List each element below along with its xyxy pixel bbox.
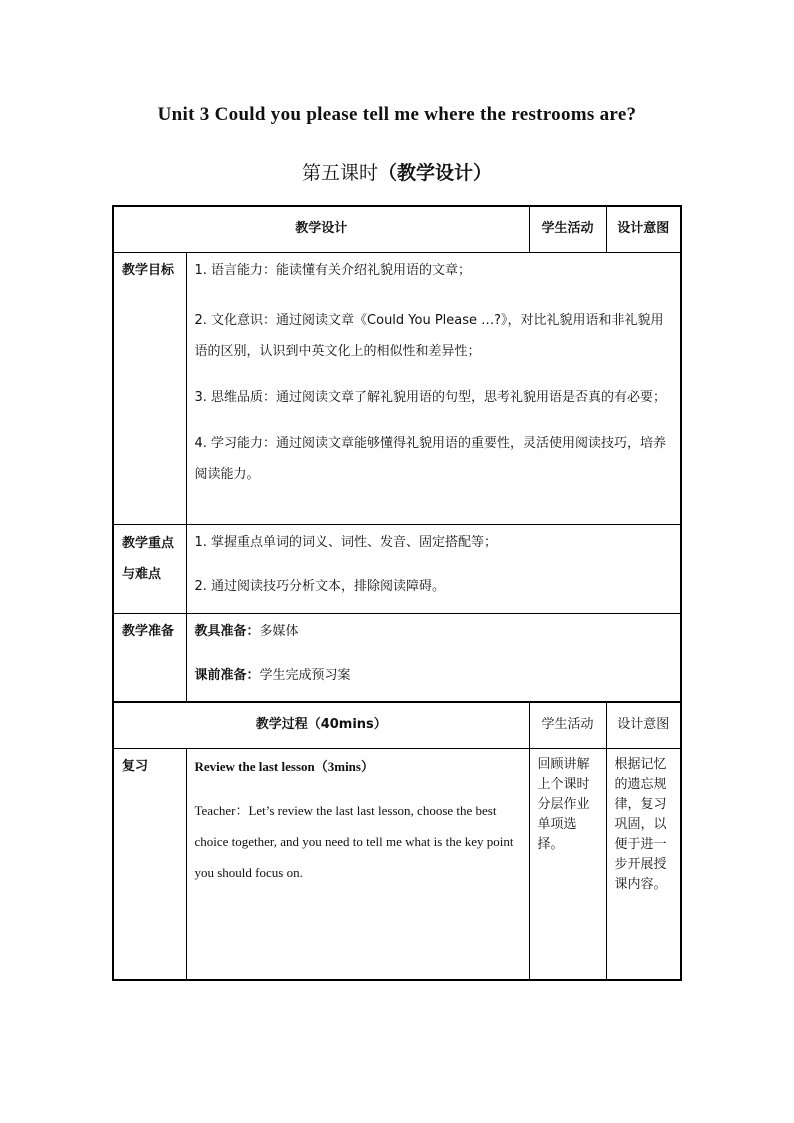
process-header-cell: 教学过程（40mins） [113, 702, 529, 748]
student-activity-cell: 回顾讲解上个课时分层作业单项选择。 [529, 748, 606, 980]
pre-class-label: 课前准备： [194, 667, 260, 683]
focus-label: 教学重点与难点 [113, 524, 186, 613]
focus-content [186, 524, 681, 613]
process-header-row [113, 702, 681, 748]
tools-line [195, 622, 673, 642]
design-intent-header: 设计意图 [606, 206, 681, 252]
goal-item: 4. 学习能力：通过阅读文章能够懂得礼貌用语的重要性，灵活使用阅读技巧，培养阅读能力。 [194, 435, 667, 482]
prep-label: 教学准备 [113, 613, 186, 702]
teacher-instruction: Teacher：Let’s review the last last lesson, choose the best choice together, and you need to tell me what is the key point you should focus on. [194, 802, 514, 880]
prep-content [186, 613, 681, 702]
focus-item: 1. 掌握重点单词的词义、词性、发音、固定搭配等； [194, 534, 498, 550]
prep-row [113, 613, 681, 702]
goals-row [113, 252, 681, 524]
lesson-plan-table [112, 205, 682, 981]
lesson-number: 第五课时 [301, 162, 378, 184]
process-student-activity-header: 学生活动 [529, 702, 606, 748]
review-row [113, 748, 681, 980]
pre-class-line [195, 666, 673, 686]
tools-label: 教具准备： [194, 623, 260, 639]
tools-value: 多媒体 [259, 623, 299, 639]
focus-row [113, 524, 681, 613]
design-header-cell: 教学设计 [113, 206, 529, 252]
document-title-chinese [0, 158, 794, 185]
student-activity-header: 学生活动 [529, 206, 606, 252]
design-intent-cell: 根据记忆的遗忘规律，复习巩固，以便于进一步开展授课内容。 [606, 748, 681, 980]
goal-item: 1. 语言能力：能读懂有关介绍礼貌用语的文章； [194, 262, 472, 278]
review-heading: Review the last lesson（3mins） [194, 758, 374, 774]
pre-class-value: 学生完成预习案 [259, 667, 351, 683]
review-label: 复习 [113, 748, 186, 980]
lesson-type: （教学设计） [378, 162, 493, 184]
goal-item: 2. 文化意识：通过阅读文章《Could You Please …?》，对比礼貌用语和非礼貌用语的区别，认识到中英文化上的相似性和差异性； [194, 312, 664, 359]
goal-item: 3. 思维品质：通过阅读文章了解礼貌用语的句型，思考礼貌用语是否真的有必要； [194, 389, 667, 405]
goals-content [186, 252, 681, 524]
process-design-intent-header: 设计意图 [606, 702, 681, 748]
design-header-row [113, 206, 681, 252]
review-content [186, 748, 529, 980]
goals-label: 教学目标 [113, 252, 186, 524]
document-title-english: Unit 3 Could you please tell me where the restrooms are? [157, 104, 637, 125]
focus-item: 2. 通过阅读技巧分析文本，排除阅读障碍。 [194, 578, 446, 594]
